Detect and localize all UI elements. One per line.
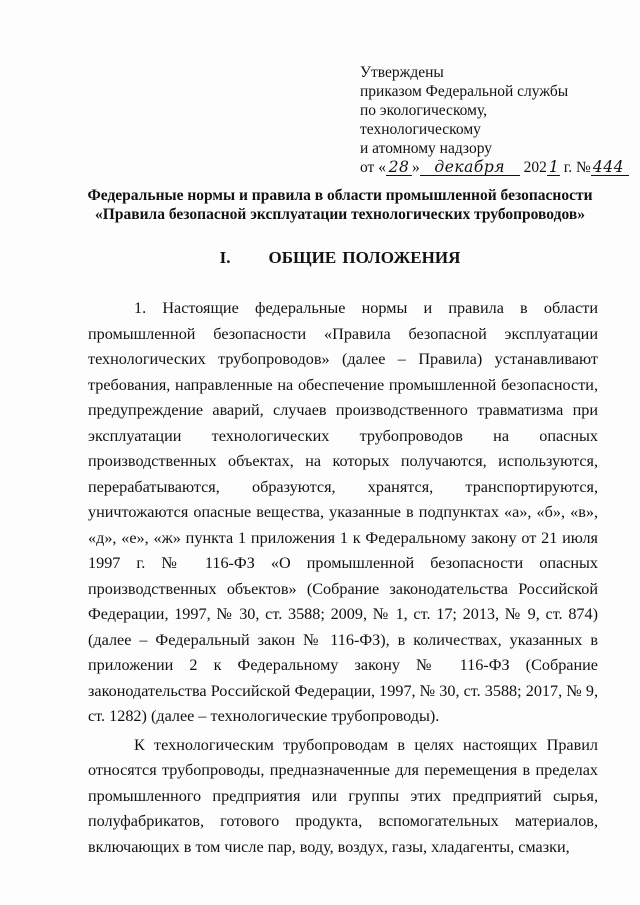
document-title	[60, 186, 620, 224]
section-title: ОБЩИЕ ПОЛОЖЕНИЯ	[268, 248, 461, 267]
approval-line-2: приказом Федеральной службы	[360, 83, 569, 100]
date-year-prefix: 202	[523, 159, 547, 176]
title-line-2: «Правила безопасной эксплуатации технологических трубопроводов»	[95, 206, 585, 223]
approval-line-5: и атомному надзору	[360, 140, 492, 157]
paragraph-1: 1. Настоящие федеральные нормы и правила в области промышленной безопасности «Правила безопасной эксплуатации технологических трубопроводов» (далее – Правила) устанавливают требования, направленные на обеспечение промышленной безопасности, предупреждение аварий, случаев производственного травматизма при эксплуатации технологических трубопроводов на опасных производственных объектах, на которых получаются, используются, перерабатываются, образуются, хранятся, транспортируются, уничтожаются опасные вещества, указанные в подпунктах «а», «б», «в», «д», «е», «ж» пункта 1 приложения 1 к Федеральному закону от 21 июля 1997 г. № 116-ФЗ «О промышленной безопасности опасных производственных объектов» (Собрание законодательства Российской Федерации, 1997, № 30, ст. 3588; 2009, № 1, ст. 17; 2013, № 9, ст. 874) (далее – Федеральный закон № 116-ФЗ), в количествах, указанных в приложении 2 к Федеральному закону № 116-ФЗ (Собрание законодательства Российской Федерации, 1997, № 30, ст. 3588; 2017, № 9, ст. 1282) (далее – технологические трубопроводы).	[88, 299, 598, 725]
section-heading	[60, 248, 620, 268]
approval-line-4: технологическому	[360, 121, 481, 138]
date-year-suffix: г. №	[559, 159, 591, 176]
handwritten-year-digit: 1	[548, 158, 560, 176]
approval-line-1: Утверждены	[360, 64, 444, 81]
handwritten-order-number: 444	[591, 159, 629, 176]
approval-block	[360, 63, 624, 177]
handwritten-day: 28	[386, 159, 412, 176]
document-body	[88, 296, 598, 860]
date-mid: »	[411, 159, 420, 176]
handwritten-month: декабря	[420, 159, 520, 176]
paragraph-2: К технологическим трубопроводам в целях настоящих Правил относятся трубопроводы, предназначенные для перемещения в пределах промышленного предприятия или группы этих предприятий сырья, полуфабрикатов, готового продукта, вспомогательных материалов, включающих в том числе пар, воду, воздух, газы, хладагенты, смазки,	[88, 735, 598, 856]
title-line-1: Федеральные нормы и правила в области промышленной безопасности	[87, 187, 593, 204]
date-prefix: от «	[360, 159, 386, 176]
section-number: I.	[219, 248, 231, 267]
approval-line-3: по экологическому,	[360, 102, 488, 119]
approval-date-line	[360, 158, 624, 177]
